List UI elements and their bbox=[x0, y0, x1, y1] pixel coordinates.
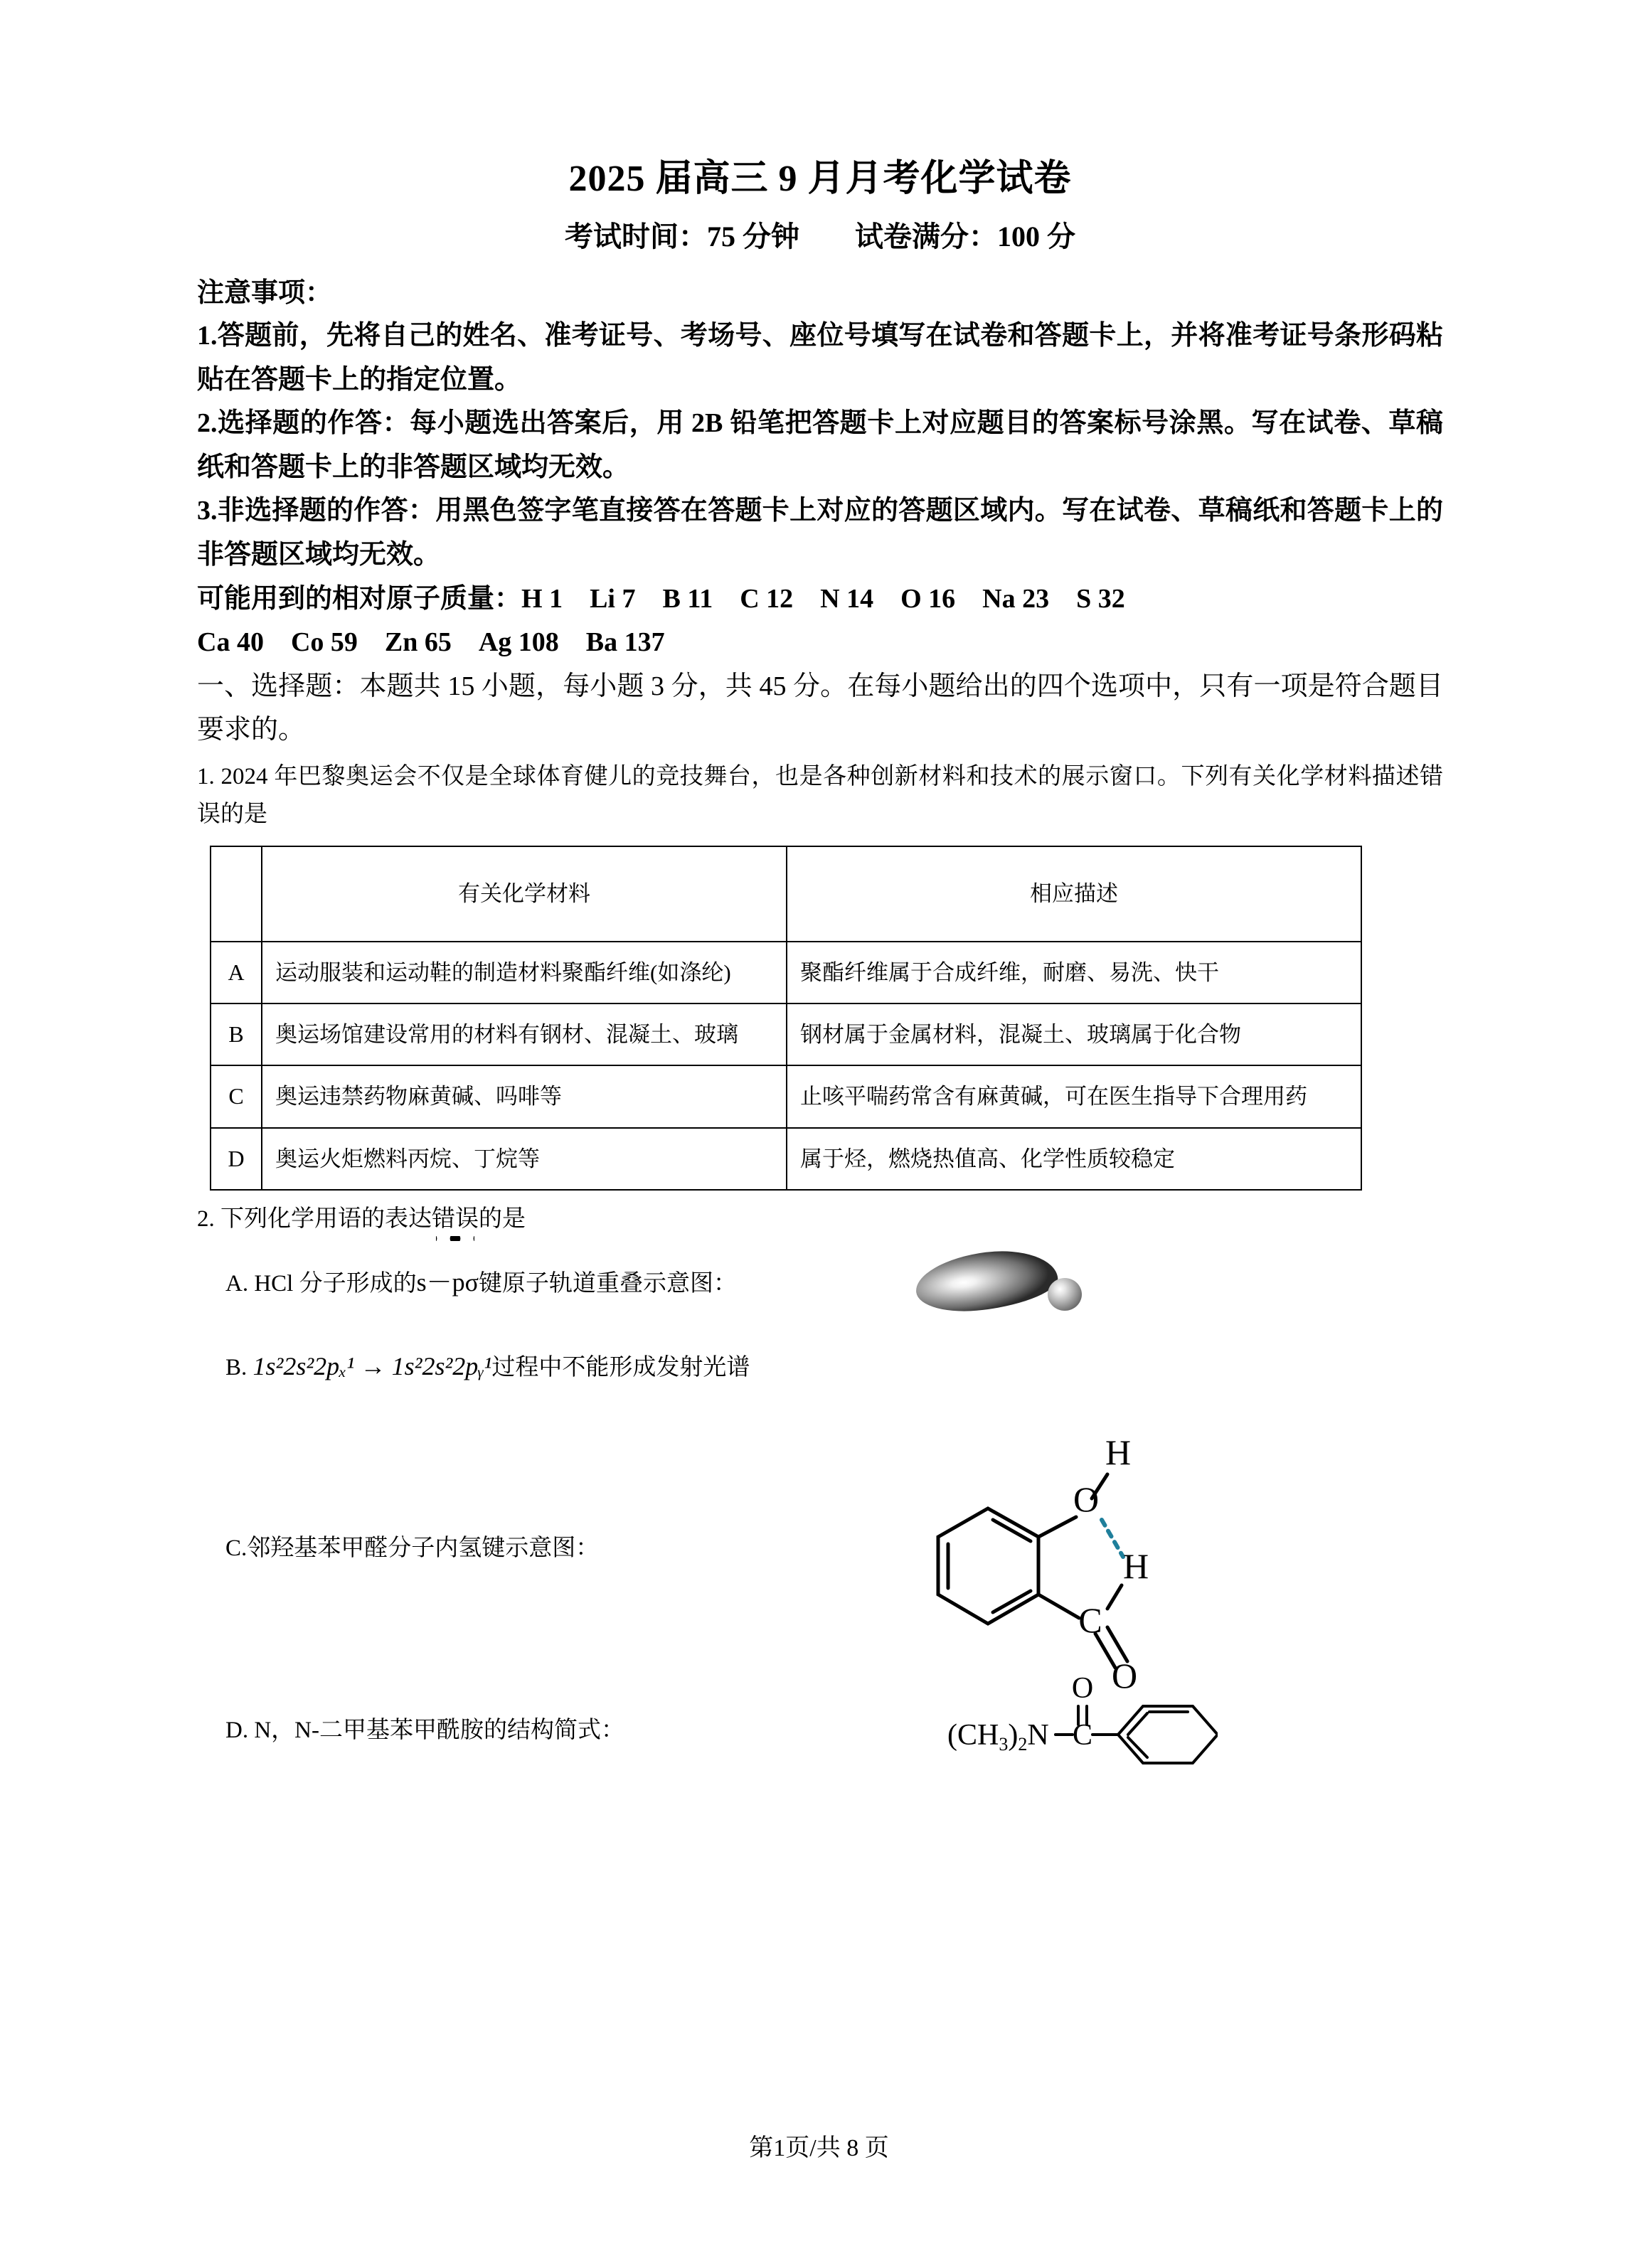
table-row bbox=[211, 1065, 1361, 1127]
table-header-blank bbox=[211, 846, 262, 942]
option-b-arrow: → bbox=[360, 1352, 386, 1381]
masses-line-2-row bbox=[197, 621, 1443, 665]
page-footer bbox=[0, 2128, 1638, 2163]
exam-duration: 考试时间：75 分钟 bbox=[565, 220, 799, 253]
relative-atomic-masses bbox=[197, 577, 1443, 622]
p-orbital-lobe-shape bbox=[913, 1244, 1060, 1318]
atom-label-o-carbonyl: O bbox=[1111, 1655, 1138, 1695]
masses-line-1: H 1 Li 7 B 11 C 12 N 14 O 16 Na 23 S 32 bbox=[521, 583, 1125, 614]
masses-line-2: Ca 40 Co 59 Zn 65 Ag 108 Ba 137 bbox=[197, 627, 665, 658]
option-b-text-after: 过程中不能形成发射光谱 bbox=[491, 1355, 750, 1381]
n-n-dimethylbenzamide-structure-icon bbox=[947, 1668, 1218, 1785]
table-header-row bbox=[211, 846, 1361, 942]
atom-label-o-hydroxyl: O bbox=[1073, 1479, 1100, 1519]
notice-item-3: 3.非选择题的作答：用黑色签字笔直接答在答题卡上对应的答题区域内。写在试卷、草稿纸和答题卡上的非答题区域均无效。 bbox=[197, 496, 1443, 570]
page-number-label: 第1页/共 8 页 bbox=[749, 2135, 889, 2161]
atom-label-h-hydroxyl: H bbox=[1105, 1432, 1132, 1472]
notice-item-1: 1.答题前，先将自己的姓名、准考证号、考场号、座位号填写在试卷和答题卡上，并将准考证号条形码粘贴在答题卡上的指定位置。 bbox=[197, 321, 1443, 395]
s-p-sigma-orbital-overlap-icon bbox=[915, 1247, 1129, 1312]
option-a-label: A. bbox=[225, 1271, 249, 1297]
row-label-a: A bbox=[211, 942, 262, 1003]
salicylaldehyde-structure-icon bbox=[914, 1420, 1198, 1705]
option-c-text: 邻羟基苯甲醛分子内氢键示意图： bbox=[247, 1535, 600, 1561]
option-a-text-before: HCl 分子形成的 bbox=[254, 1271, 417, 1297]
s-orbital-sphere-shape bbox=[1048, 1278, 1082, 1311]
question-2-option-a[interactable] bbox=[197, 1262, 1443, 1318]
row-label-c: C bbox=[211, 1065, 262, 1127]
row-material-c: 奥运违禁药物麻黄碱、吗啡等 bbox=[262, 1065, 787, 1127]
question-2-option-d[interactable] bbox=[197, 1671, 1443, 1790]
option-d-text: N，N-二甲基苯甲酰胺的结构简式： bbox=[254, 1717, 624, 1743]
table-header-material: 有关化学材料 bbox=[262, 846, 787, 942]
table-header-description: 相应描述 bbox=[787, 846, 1361, 942]
notice-heading: 注意事项： bbox=[197, 278, 333, 309]
atom-label-o-amide: O bbox=[1071, 1671, 1094, 1705]
question-2-stem bbox=[197, 1200, 1443, 1238]
row-label-d: D bbox=[211, 1128, 262, 1190]
notice-item-2: 2.选择题的作答：每小题选出答案后，用 2B 铅笔把答题卡上对应题目的答案标号涂黑。写在试卷、草稿纸和答题卡上的非答题区域均无效。 bbox=[197, 408, 1443, 482]
table-row bbox=[211, 1003, 1361, 1065]
option-d-label: D. bbox=[225, 1717, 249, 1743]
row-description-c: 止咳平喘药常含有麻黄碱，可在医生指导下合理用药 bbox=[787, 1065, 1361, 1127]
page-content bbox=[197, 68, 1443, 1790]
exam-meta-line bbox=[197, 220, 1443, 254]
page-title: 2025 届高三 9 月月考化学试卷 bbox=[568, 159, 1072, 199]
masses-label: 可能用到的相对原子质量： bbox=[197, 583, 522, 614]
row-material-b: 奥运场馆建设常用的材料有钢材、混凝土、玻璃 bbox=[262, 1003, 787, 1065]
table-row bbox=[211, 1128, 1361, 1190]
atom-label-h-aldehyde: H bbox=[1122, 1545, 1149, 1586]
question-2-stem-suffix: 的是 bbox=[479, 1205, 526, 1232]
option-b-label: B. bbox=[225, 1355, 248, 1381]
question-2-stem-prefix: 2. 下列化学用语的表达 bbox=[197, 1205, 432, 1232]
row-label-b: B bbox=[211, 1003, 262, 1065]
exam-total-score: 试卷满分：100 分 bbox=[855, 220, 1075, 253]
row-description-b: 钢材属于金属材料，混凝土、玻璃属于化合物 bbox=[787, 1003, 1361, 1065]
question-2-emphasis: 错误 bbox=[432, 1205, 479, 1232]
question-1-stem: 1. 2024 年巴黎奥运会不仅是全球体育健儿的竞技舞台，也是各种创新材料和技术的展示窗口。下列有关化学材料描述错误的是 bbox=[197, 763, 1443, 828]
row-description-d: 属于烃，燃烧热值高、化学性质较稳定 bbox=[787, 1128, 1361, 1190]
section-1-heading: 一、选择题：本题共 15 小题，每小题 3 分，共 45 分。在每小题给出的四个选项中，只有一项是符合题目要求的。 bbox=[197, 671, 1443, 745]
option-c-label: C. bbox=[225, 1535, 248, 1561]
atom-label-c-carbonyl: C bbox=[1078, 1599, 1102, 1640]
question-2-option-b[interactable] bbox=[197, 1346, 1443, 1388]
formula-dimethylamino: (CH3)2N bbox=[947, 1718, 1049, 1755]
option-b-config-to: 1s²2s²2pᵧ¹ bbox=[391, 1352, 492, 1381]
atom-label-c-amide: C bbox=[1072, 1718, 1093, 1752]
option-b-config-from: 1s²2s²2pₓ¹ bbox=[252, 1352, 355, 1381]
row-description-a: 聚酯纤维属于合成纤维，耐磨、易洗、快干 bbox=[787, 942, 1361, 1003]
question-2-option-c[interactable] bbox=[197, 1432, 1443, 1695]
option-a-text-after: 键原子轨道重叠示意图： bbox=[479, 1271, 738, 1297]
table-row bbox=[211, 942, 1361, 1003]
row-material-a: 运动服装和运动鞋的制造材料聚酯纤维(如涤纶) bbox=[262, 942, 787, 1003]
row-material-d: 奥运火炬燃料丙烷、丁烷等 bbox=[262, 1128, 787, 1190]
option-a-formula: s－pσ bbox=[416, 1268, 479, 1297]
question-1-table bbox=[210, 846, 1362, 1191]
